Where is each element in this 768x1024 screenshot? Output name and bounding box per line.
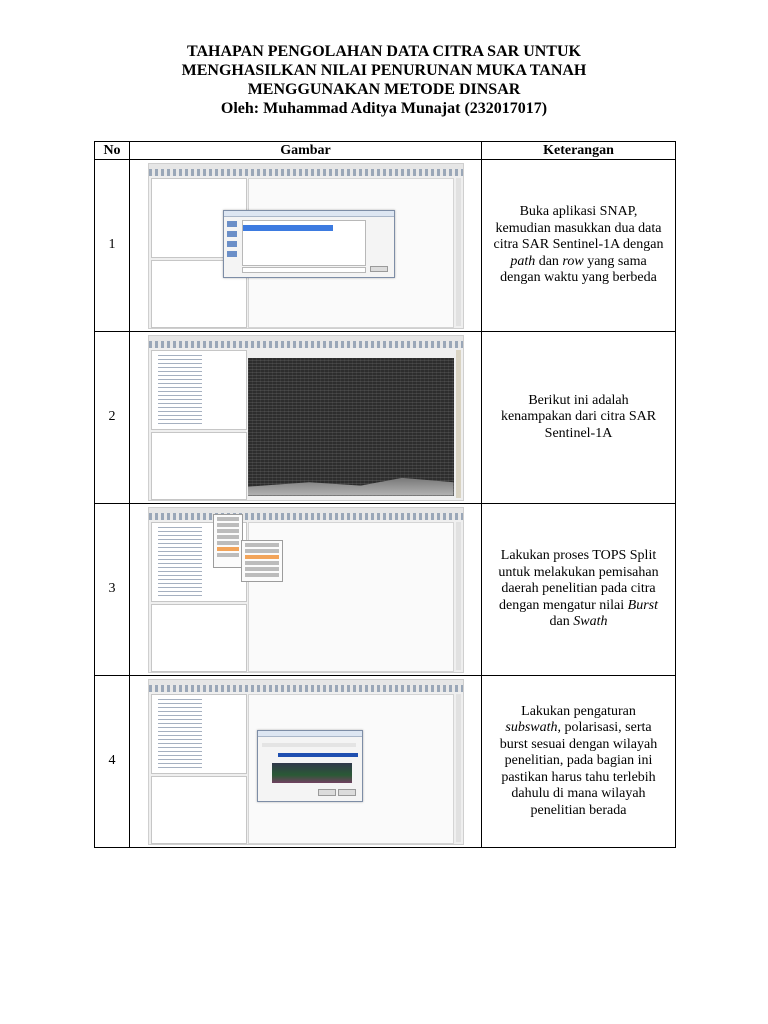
table-row	[95, 676, 676, 848]
header-gambar: Gambar	[130, 142, 482, 160]
row-number: 1	[95, 160, 130, 332]
keterangan-text	[494, 204, 664, 285]
text-segment: Lakukan pengaturan	[521, 703, 636, 719]
keterangan-1	[482, 160, 676, 332]
row-number: 2	[95, 332, 130, 504]
text-segment: dan	[549, 614, 574, 630]
keterangan-text	[500, 704, 657, 818]
text-segment: yang sama dengan waktu yang berbeda	[500, 253, 657, 286]
header-keterangan: Keterangan	[482, 142, 676, 160]
text-segment: dan	[535, 253, 563, 269]
title-line-2: MENGHASILKAN NILAI PENURUNAN MUKA TANAH	[181, 62, 587, 79]
text-segment: Buka aplikasi SNAP, kemudian masukkan dua data citra SAR Sentinel-1A dengan	[493, 204, 664, 253]
header-no: No	[95, 142, 130, 160]
steps-table	[94, 141, 676, 848]
keterangan-text	[501, 393, 656, 441]
keterangan-text	[498, 548, 658, 629]
row-number: 4	[95, 676, 130, 848]
italic-term: path	[510, 253, 536, 269]
title-line-3: MENGGUNAKAN METODE DINSAR	[247, 81, 521, 98]
text-segment: Berikut ini adalah kenampakan dari citra SAR Sentinel-1A	[500, 392, 657, 441]
keterangan-2	[482, 332, 676, 504]
table-header-row	[95, 142, 676, 160]
title-line-1: TAHAPAN PENGOLAHAN DATA CITRA SAR UNTUK	[187, 43, 581, 60]
keterangan-4	[482, 676, 676, 848]
snap-sar-image-view-screenshot	[148, 335, 464, 501]
italic-term: Swath	[573, 614, 608, 630]
author-line: Oleh: Muhammad Aditya Munajat (232017017)	[220, 100, 548, 117]
italic-term: subswath	[505, 720, 558, 736]
keterangan-3	[482, 504, 676, 676]
snap-open-product-screenshot	[148, 163, 464, 329]
table-row	[95, 332, 676, 504]
italic-term: row	[562, 253, 584, 269]
document-title	[0, 42, 768, 118]
row-number: 3	[95, 504, 130, 676]
text-segment: Lakukan proses TOPS Split untuk melakukan pemisahan daerah penelitian pada citra dengan mengatur nilai	[498, 548, 659, 613]
snap-tops-split-dialog-screenshot	[148, 679, 464, 845]
table-row	[95, 504, 676, 676]
snap-tops-split-menu-screenshot	[148, 507, 464, 673]
text-segment: , polarisasi, serta burst sesuai dengan wilayah penelitian, pada bagian ini pastikan harus tahu terlebih dahulu di mana wilayah penelitian berada	[499, 720, 658, 818]
italic-term: Burst	[627, 597, 659, 613]
table-row	[95, 160, 676, 332]
